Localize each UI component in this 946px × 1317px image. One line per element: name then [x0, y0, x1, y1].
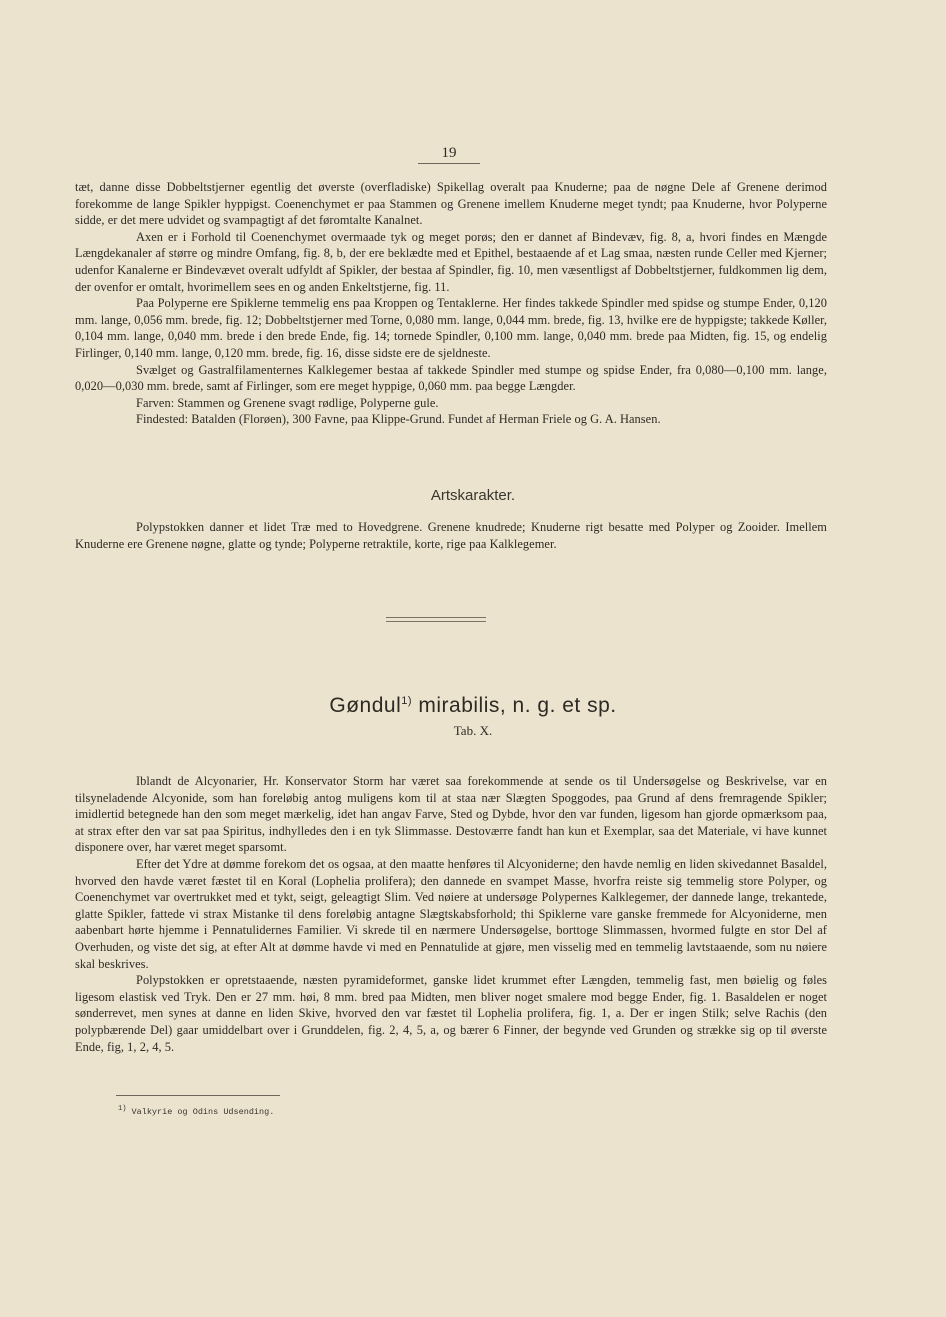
plate-reference: Tab. X.	[453, 723, 493, 738]
species-title	[0, 688, 946, 719]
paragraph: tæt, danne disse Dobbeltstjerner egentlig det øverste (overfladiske) Spikellag overalt paa Knuderne; paa de nøgne Dele af Grenene derimod forekomme de lange Spikler hyppigst. Coenenchymet er paa Stammen og Grenene imellem Knuderne meget tyndt; paa Knuderne, hvor Polyperne sidde, er det mere udvidet og svampagtigt af det føromtalte Kanalnet.	[75, 180, 827, 228]
section-divider	[386, 617, 486, 622]
footnote-reference: 1)	[401, 695, 413, 707]
species-name-rest: mirabilis, n. g. et sp.	[412, 694, 617, 717]
footnote-text: Valkyrie og Odins Udsending.	[131, 1106, 275, 1117]
paragraph: Farven: Stammen og Grenene svagt rødlige, Polyperne gule.	[136, 395, 439, 410]
paragraph: Findested: Batalden (Florøen), 300 Favne, paa Klippe-Grund. Fundet af Herman Friele og G. A. Hansen.	[136, 412, 661, 427]
footnote-marker: 1)	[118, 1105, 127, 1113]
artskarakter-heading: Artskarakter.	[430, 487, 516, 504]
section1-text	[75, 179, 827, 428]
footnote	[118, 1103, 274, 1118]
paragraph: Efter det Ydre at dømme forekom det os ogsaa, at den maatte henføres til Alcyoniderne; den havde nemlig en liden skivedannet Basaldel, hvorved den havde været fæstet til en Koral (Lophelia prolifera); den dannede en svampet Masse, hvorfra reiste sig temmelig store Polyper, og Coenenchymet var overtrukket med et tykt, seigt, geleagtigt Slim. Ved nøiere at undersøge Polypernes Kalklegemer, der dannede lange, trekantede, glatte Spikler, fattede vi strax Mistanke til dens foreløbig antagne Slægtskabsforhold; thi Spiklerne vare ganske fremmede for Alcyoniderne, men aabenbart hørte hjemme i Pennatulidernes Familier. Vi skrede til en nærmere Undersøgelse, borttoge Slimmassen, hvormed fulgte en stor Del af Overhuden, og viste det sig, at efter Alt at dømme havde vi med en Pennatulide at gjøre, men visselig med en temmelig lavtstaaende, som nu nøiere skal beskrives.	[75, 856, 827, 971]
paragraph: Polypstokken er opretstaaende, næsten pyramideformet, ganske lidet krummet efter Længden, temmelig fast, men bøielig og føles ligesom elastisk ved Tryk. Den er 27 mm. høi, 8 mm. bred paa Midten, men bliver noget smalere mod begge Ender, fig. 1. Basaldelen er noget sønderrevet, men synes at danne en liden Skive, hvorved den var fæstet til Lophelia prolifera, fig. 1, a. Der er ingen Stilk; selve Rachis (den polypbærende Del) gaar umiddelbart over i Grunddelen, fig. 2, 4, 5, a, og bærer 6 Finner, der begynde ved Grunden og strække sig op til øverste Ende, fig, 1, 2, 4, 5.	[75, 973, 827, 1054]
footnote-divider	[116, 1095, 280, 1096]
paragraph: Polypstokken danner et lidet Træ med to Hovedgrene. Grenene knudrede; Knuderne rigt besatte med Polyper og Zooider. Imellem Knuderne ere Grenene nøgne, glatte og tynde; Polyperne retraktile, korte, rige paa Kalklegemer.	[75, 520, 827, 551]
paragraph: Iblandt de Alcyonarier, Hr. Konservator Storm har været saa forekommende at sende os til Undersøgelse og Beskrivelse, var en tilsyneladende Alcyonide, som han foreløbig antog muligens kom til at staa nær Slægten Spoggodes, paa Grund af dens fremragende Spikler; imidlertid betegnede han den som meget mærkelig, idet han angav Farve, Sted og Dybde, hvor den var funden, ligesom han gjorde opmærksom paa, at strax efter den var sat paa Spiritus, indhylledes den i en tyk Slimmasse. Destoværre fandt han kun et Exemplar, saa det Materiale, vi have kunnet disponere over, har været meget sparsomt.	[75, 774, 827, 855]
paragraph: Svælget og Gastralfilamenternes Kalklegemer bestaa af takkede Spindler med stumpe og spidse Ender, fra 0,080—0,100 mm. lange, 0,020—0,030 mm. brede, samt af Firlinger, som ere meget hyppige, 0,060 mm. paa begge Længder.	[75, 362, 827, 394]
artskarakter-text	[75, 519, 827, 552]
paragraph: Paa Polyperne ere Spiklerne temmelig ens paa Kroppen og Tentaklerne. Her findes takkede Spindler med spidse og stumpe Ender, 0,120 mm. lange, 0,056 mm. brede, fig. 12; Dobbeltstjerner med Torne, 0,080 mm. lange, 0,044 mm. brede, fig. 13, hvilke ere de hyppigste; takkede Køller, 0,104 mm. lange, 0,040 mm. brede i den brede Ende, fig. 14; tornede Spindler, 0,100 mm. lange, 0,040 mm. brede paa Midten, fig. 15, og endelig Firlinger, 0,140 mm. lange, 0,120 mm. brede, fig. 16, disse sidste ere de sjeldneste.	[75, 296, 827, 360]
page-number: 19	[418, 144, 480, 164]
species-genus: Gøndul	[329, 694, 402, 717]
paragraph: Axen er i Forhold til Coenenchymet overmaade tyk og meget porøs; den er dannet af Bindevæv, fig. 8, a, hvori findes en Mængde Længdekanaler af større og mindre Omfang, fig. 8, b, der ere beklædte med et Epithel, bestaaende af et Lag smaa, næsten runde Celler med Kjerner; udenfor Kanalerne er Bindevævet overalt udfyldt af Spikler, der bestaa af Spindler, fig. 10, men væsentligst af Dobbeltstjerner, fuldkommen lig dem, der ovenfor er omtalt, hvorimellem sees en og anden Enkeltstjerne, fig. 11.	[75, 229, 827, 294]
section2-text	[75, 773, 827, 1055]
